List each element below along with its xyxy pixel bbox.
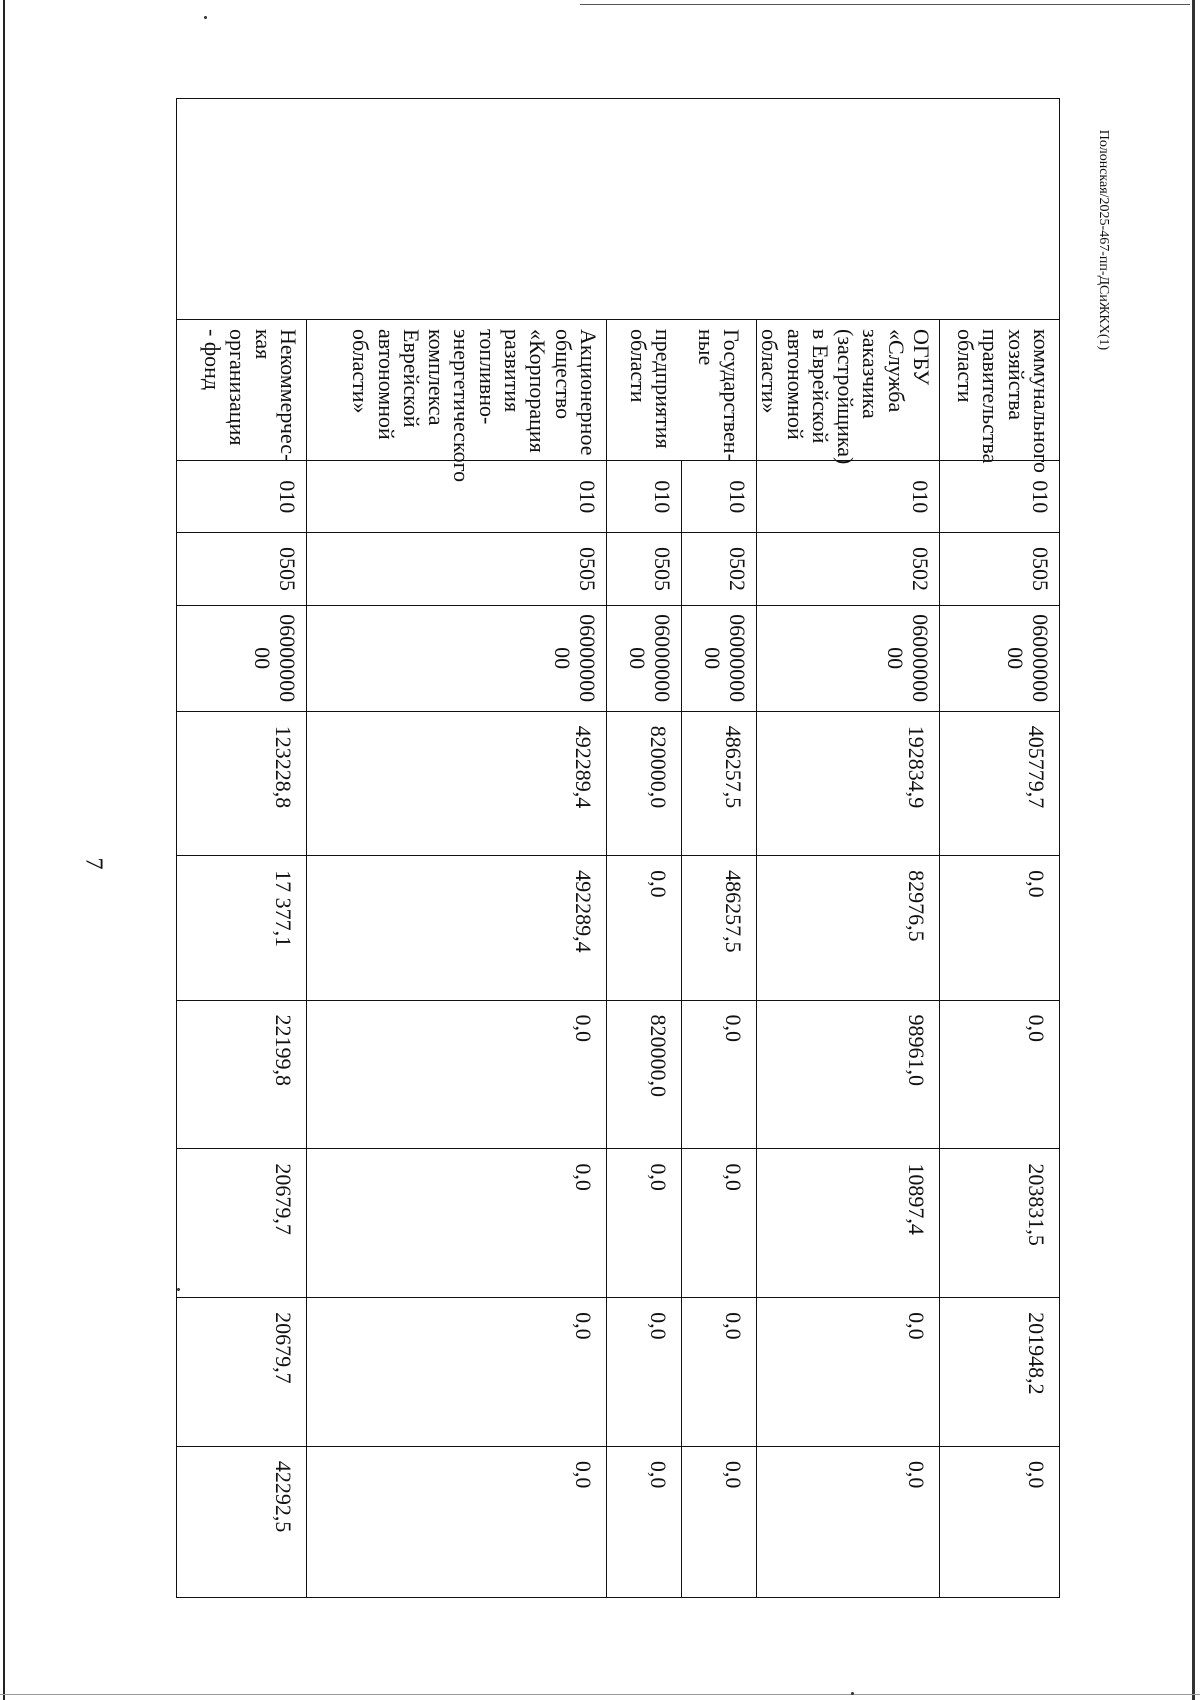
table-row: [681, 99, 756, 1598]
amount-total: 123228,8: [176, 711, 306, 855]
section-code: 0505: [940, 533, 1060, 605]
table-row: [176, 99, 306, 1598]
amount-year-5: 0,0: [306, 1446, 606, 1597]
scan-speck: [204, 16, 207, 19]
amount-year-3: 10897,4: [756, 1149, 939, 1298]
amount-year-4: 20679,7: [176, 1298, 306, 1447]
budget-table: [176, 98, 1060, 1598]
amount-year-3: 203831,5: [940, 1149, 1060, 1298]
amount-year-2: 820000,0: [606, 1000, 681, 1149]
amount-year-3: 0,0: [306, 1149, 606, 1298]
scan-top-line: [580, 4, 1190, 5]
target-article-code: 06000000 00: [940, 605, 1060, 711]
amount-year-5: 0,0: [606, 1446, 681, 1597]
grbs-code: 010: [940, 461, 1060, 533]
document-code: Полонская/2025-467-пп-ДСиЖКХ(1): [1096, 129, 1111, 351]
section-code: 0505: [306, 533, 606, 605]
amount-total: 486257,5: [681, 711, 756, 855]
amount-year-2: 0,0: [681, 1000, 756, 1149]
amount-total: 820000,0: [606, 711, 681, 855]
amount-year-1: 17 377,1: [176, 856, 306, 1000]
organization-name: Некоммерчес-кая организация - фонд: [176, 320, 306, 461]
table-row: [606, 99, 681, 1598]
target-article-code: 06000000 00: [176, 605, 306, 711]
organization-name: Государствен-ные: [681, 320, 756, 461]
amount-year-1: 486257,5: [681, 856, 756, 1000]
amount-year-5: 42292,5: [176, 1446, 306, 1597]
section-code: 0505: [176, 533, 306, 605]
grbs-code: 010: [756, 461, 939, 533]
organization-name: коммунального хозяйства правительства области: [940, 320, 1060, 461]
amount-year-5: 0,0: [756, 1446, 939, 1597]
target-article-code: 06000000 00: [681, 605, 756, 711]
amount-total: 405779,7: [940, 711, 1060, 855]
amount-year-5: 0,0: [940, 1446, 1060, 1597]
amount-year-1: 82976,5: [756, 856, 939, 1000]
target-article-code: 06000000 00: [606, 605, 681, 711]
budget-table-rotated: [185, 98, 1060, 1598]
amount-year-1: 0,0: [606, 856, 681, 1000]
scan-right-edge: [1192, 0, 1195, 1700]
grbs-code: 010: [176, 461, 306, 533]
amount-year-4: 201948,2: [940, 1298, 1060, 1447]
amount-total: 192834,9: [756, 711, 939, 855]
grbs-code: 010: [681, 461, 756, 533]
scan-bottom-line: [0, 1694, 1200, 1695]
table-row: [756, 99, 939, 1598]
amount-year-3: 0,0: [606, 1149, 681, 1298]
organization-name: Акционерное общество «Корпорация развития топливно-энергетического комплекса Еврейской автономной области»: [306, 320, 606, 461]
amount-total: 492289,4: [306, 711, 606, 855]
amount-year-5: 0,0: [681, 1446, 756, 1597]
grbs-code: 010: [606, 461, 681, 533]
page-number: 7: [80, 857, 107, 870]
amount-year-4: 0,0: [756, 1298, 939, 1447]
empty-left-column: [176, 99, 1059, 320]
section-code: 0502: [756, 533, 939, 605]
amount-year-3: 20679,7: [176, 1149, 306, 1298]
table-row: [940, 99, 1060, 1598]
amount-year-1: 492289,4: [306, 856, 606, 1000]
table-row: [306, 99, 606, 1598]
amount-year-4: 0,0: [681, 1298, 756, 1447]
amount-year-3: 0,0: [681, 1149, 756, 1298]
organization-name: ОГБУ «Служба заказчика (застройщика) в Еврейской автономной области»: [756, 320, 939, 461]
section-code: 0502: [681, 533, 756, 605]
target-article-code: 06000000 00: [306, 605, 606, 711]
amount-year-2: 0,0: [306, 1000, 606, 1149]
grbs-code: 010: [306, 461, 606, 533]
target-article-code: 06000000 00: [756, 605, 939, 711]
scan-left-edge: [3, 0, 5, 1700]
amount-year-2: 0,0: [940, 1000, 1060, 1149]
amount-year-2: 22199,8: [176, 1000, 306, 1149]
amount-year-4: 0,0: [606, 1298, 681, 1447]
organization-name: предприятия области: [606, 320, 681, 461]
amount-year-4: 0,0: [306, 1298, 606, 1447]
amount-year-1: 0,0: [940, 856, 1060, 1000]
section-code: 0505: [606, 533, 681, 605]
scan-speck: [851, 1692, 854, 1695]
amount-year-2: 98961,0: [756, 1000, 939, 1149]
